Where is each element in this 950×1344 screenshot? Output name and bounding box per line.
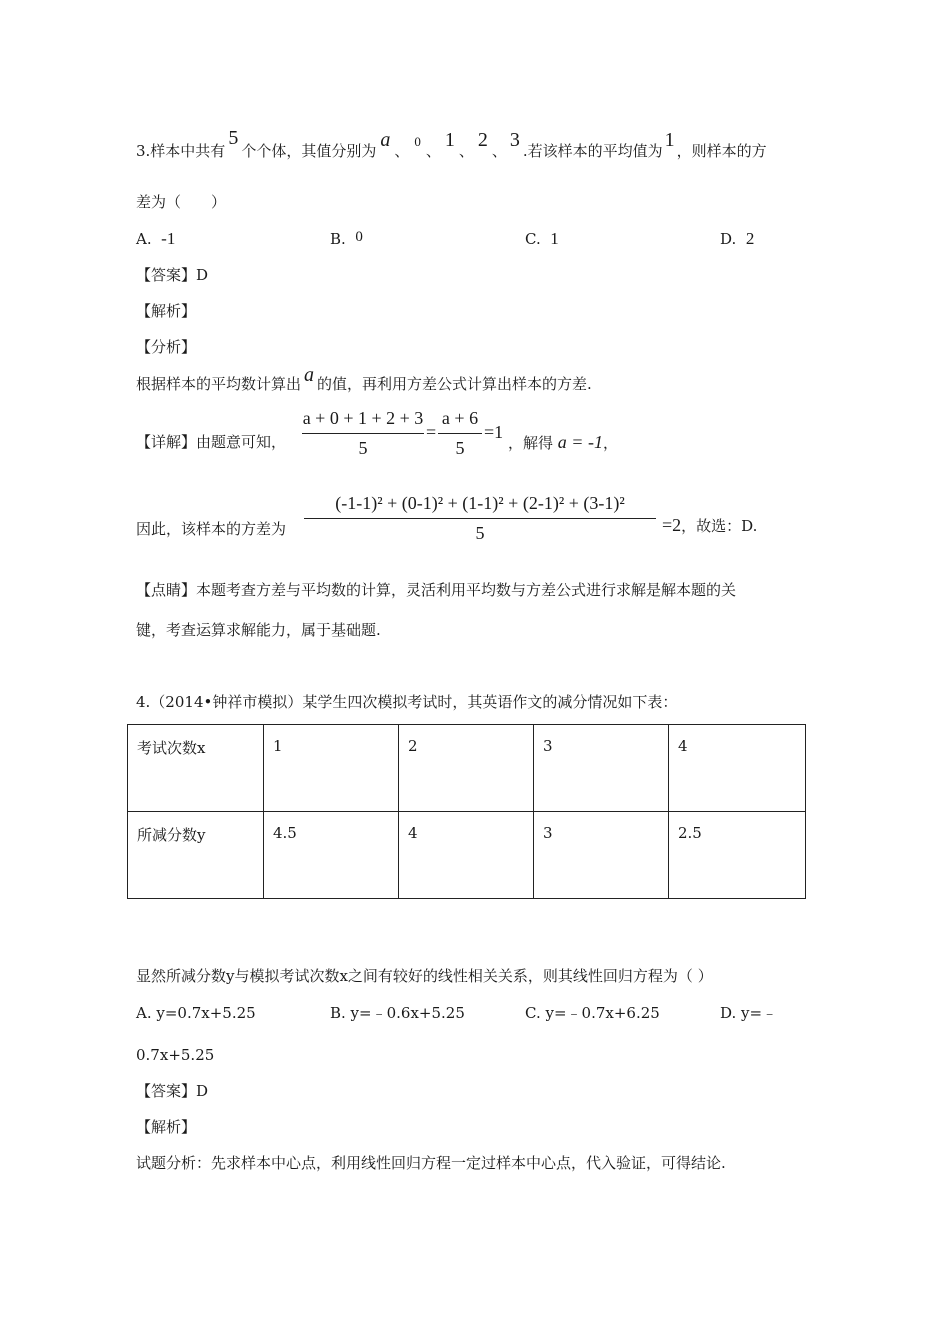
q3-option-d [720,229,754,249]
fraction-bar [302,433,424,434]
q3-stem-line1 [136,127,767,162]
q4-analysis-text: 试题分析：先求样本中心点，利用线性回归方程一定过样本中心点，代入验证，可得结论. [136,1154,726,1172]
q3-detail-label: 【详解】由题意可知， [136,433,287,451]
q3-value-1: 1 [444,129,455,151]
table-row [128,725,806,812]
sep: 、 [458,142,474,160]
q3-mean: 1 [664,129,675,151]
q4-question: 显然所减分数y与模拟考试次数x之间有较好的线性相关关系，则其线性回归方程为（ ） [136,967,713,985]
option-value: -1 [161,229,176,248]
q3-prefix: 3.样本中共有 [136,142,226,160]
solve-end: ， [602,434,618,452]
frac-num: a + 0 + 1 + 2 + 3 [302,408,424,428]
option-value: 0 [355,229,363,245]
q3-value-0: 0 [414,134,421,149]
sep: 、 [425,142,441,160]
q3-count: 5 [228,127,239,149]
sep: 、 [394,142,410,160]
q3-value-3: 3 [509,129,520,151]
q3-fenxi-text [136,364,592,394]
option-value: 2 [745,229,755,248]
frac-den: 5 [455,438,465,458]
q4-option-c: C. y=﹣0.7x+6.25 [525,1004,660,1022]
q3-fenxi-label: 【分析】 [136,338,197,356]
fenxi-a: a [304,364,315,386]
frac-den: 5 [358,438,368,458]
q3-variance-label: 因此，该样本的方差为 [136,520,287,538]
var-eq: =2 [662,515,682,535]
q3-mean-fraction-1 [302,408,424,459]
solve-text: ，解得 [508,434,554,452]
fraction-bar [304,518,656,519]
option-letter: A. [136,230,152,248]
q3-solve [508,432,618,453]
q3-text3: .若该样本的平均值为 [522,142,663,160]
q4-answer: 【答案】D [136,1082,209,1100]
q4-analysis-label: 【解析】 [136,1118,197,1136]
table-cell: 4.5 [264,812,399,899]
frac-den: 5 [475,523,485,543]
q4-title: 4.（2014•钟祥市模拟）某学生四次模拟考试时，其英语作文的减分情况如下表： [136,693,678,711]
table-cell: 1 [264,725,399,812]
table-cell: 2 [399,725,534,812]
table-cell: 2.5 [669,812,806,899]
q3-value-a: a [380,129,391,151]
q3-analysis-label: 【解析】 [136,302,197,320]
q4-option-d: D. y=﹣ [720,1004,778,1022]
q4-data-table [127,724,806,899]
q3-mean-fraction-2 [438,408,482,459]
q3-option-a [136,229,175,249]
q3-stem-line2: 差为（ ） [136,193,227,211]
q3-answer: 【答案】D [136,266,209,284]
q3-variance-fraction [304,493,656,544]
sep: 、 [491,142,507,160]
option-value: 1 [550,229,559,248]
option-letter: B. [330,230,346,248]
q3-eq1: = [426,422,437,442]
table-cell: 所减分数y [128,812,264,899]
table-cell: 3 [534,812,669,899]
option-letter: C. [525,230,541,248]
table-cell: 4 [669,725,806,812]
table-row [128,812,806,899]
frac-num: (-1-1)² + (0-1)² + (1-1)² + (2-1)² + (3-1)² [335,493,625,513]
fraction-bar [438,433,482,434]
q4-option-d-continued: 0.7x+5.25 [136,1046,215,1064]
fenxi-text1: 根据样本的平均数计算出 [136,375,302,393]
q3-eq2: =1 [484,422,504,442]
fenxi-text2: 的值，再利用方差公式计算出样本的方差. [317,375,592,393]
var-end: ，故选：D. [681,517,758,535]
solve-eq: a = -1 [557,432,603,452]
q4-option-b: B. y=﹣0.6x+5.25 [330,1004,465,1022]
table-cell: 4 [399,812,534,899]
table-cell: 3 [534,725,669,812]
q3-option-c [525,229,559,249]
q3-text2: 个个体，其值分别为 [241,142,377,160]
q3-variance-result [662,515,757,536]
q3-review-line2: 键，考查运算求解能力，属于基础题. [136,621,381,639]
table-cell: 考试次数x [128,725,264,812]
option-letter: D. [720,230,737,248]
q3-value-2: 2 [477,129,488,151]
q3-review-line1: 【点睛】本题考查方差与平均数的计算，灵活利用平均数与方差公式进行求解是解本题的关 [136,581,737,599]
frac-num: a + 6 [441,408,479,428]
q4-option-a: A. y=0.7x+5.25 [136,1004,256,1022]
q3-option-b [330,229,363,250]
q3-text4: ，则样本的方 [676,142,767,160]
